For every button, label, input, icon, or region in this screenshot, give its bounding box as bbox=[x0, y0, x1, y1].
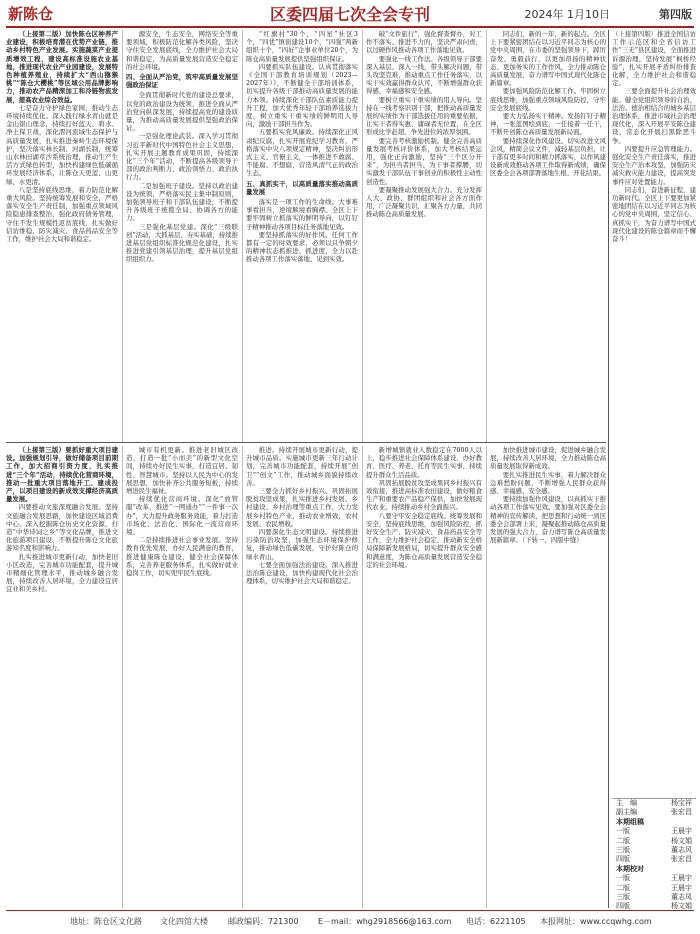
paragraph: 要持续加强作风建设，以真抓实干推动各项工作落实见效。要加强对区委全会精神的宣传解读，把思想和行动统一到区委全会部署上来，凝聚起推动陈仓高质量发展的强大合力，奋力谱写陈仓高质量发展新篇章。（下转一、四版中缝） bbox=[490, 495, 606, 545]
staff-row: 四版 杨文娟 bbox=[616, 902, 692, 911]
paragraph: 三是强化基层党建。深化“三级联创”活动，大抓基层、夯实基础，持续推进基层党组织标准化规范化建设，扎实推进党建引领基层治理，提升基层党组织组织力。 bbox=[126, 222, 238, 264]
paragraph: 全面贯彻新时代党的建设总要求，以党的政治建设为统领，推进全面从严治党向纵深发展，持续提高党的建设质量，为推动高质量发展提供坚强政治保证。 bbox=[126, 91, 238, 133]
column-divider bbox=[486, 446, 487, 908]
footer-phone: 电话：6221105 bbox=[466, 917, 526, 926]
right-column-text bbox=[612, 30, 696, 790]
page-title: 区委四届七次全会专刊 bbox=[269, 5, 430, 24]
column-divider bbox=[122, 446, 123, 908]
paragraph: 要完善考核激励机制。健全完善高质量发展考核评价体系，加大考核结果运用，强化正向激励，坚持“三个区分开来”，为担当者担当、为干事者撑腰，切实激发干部队伍干事创业的积极性主动性创造性。 bbox=[366, 136, 482, 186]
top-column-3 bbox=[246, 30, 358, 442]
paragraph: 持续优化营商环境。深化“放管服”改革，推进“一网通办”“一件事一次办”，大力提升政务服务效能，着力打造市场化、法治化、国际化一流营商环境。 bbox=[126, 495, 238, 537]
paragraph: 落实是一项工作的生命线。大事难事看担当，逆境顺境看胸襟。全区上下要牢固树立抓落实的鲜明导向，以钉钉子精神推动各项目标任务落地见效。 bbox=[246, 198, 358, 231]
section-heading: 四、全面从严治党，筑牢高质量发展坚强政治保证 bbox=[126, 73, 238, 90]
footer-email: E－mail：whg2918566@163.com bbox=[318, 917, 452, 926]
paragraph: 要凝聚推动发展强大合力。充分发挥人大、政协、群团组织和社会各方面作用，广泛凝聚共识，汇聚各方力量，共同推动陈仓高质量发展。 bbox=[366, 185, 482, 219]
newspaper-name: 新陈仓 bbox=[8, 5, 54, 23]
staff-row: 三版 董志凤 bbox=[616, 893, 692, 902]
paragraph: 四要深化生态文明建设。持续推进污染防治攻坚，加强生态环境保护修复，推动绿色低碳发展，守护好陈仓的绿水青山。 bbox=[246, 528, 358, 561]
paragraph: 源安全，生态安全，网络安全等重要领域，积极防范化解各类风险，坚决守住安全发展底线，全力维护社会大局和谐稳定，为高质量发展营造安全稳定的社会环境。 bbox=[126, 30, 238, 71]
footer bbox=[0, 914, 700, 932]
bottom-column-1 bbox=[6, 446, 118, 908]
paragraph: 要扎实推进民生实事，着力解决群众急难愁盼问题，不断增强人民群众获得感、幸福感、安全感。 bbox=[490, 470, 606, 496]
bottom-column-4 bbox=[366, 446, 482, 908]
column-divider bbox=[122, 30, 123, 442]
staff-row: 四版 张宏昌 bbox=[616, 855, 692, 864]
paragraph: 要树立重实干重实绩的用人导向。坚持在一线考察识别干部，把推动高质量发展的实绩作为干部选拔任用的重要依据，让实干者得实惠、庸碌者无位置，在全区形成比学赶超、争先进位的浓厚氛围。 bbox=[366, 95, 482, 137]
staff-row: 主 编 杨宝祥 bbox=[616, 799, 692, 807]
paragraph: 七要全面加强法治建设。深入推进法治陈仓建设，加快构建现代化社会治理体系，切实维护社会大局和谐稳定。 bbox=[246, 560, 358, 586]
page-number: 第四版 bbox=[659, 8, 692, 21]
paragraph: 三要全力抓好乡村振兴。巩固拓展脱贫攻坚成果，扎实推进乡村发展、乡村建设、乡村治理等重点工作，大力发展乡村特色产业，推动农业增效、农村发展、农民增收。 bbox=[246, 487, 358, 528]
top-article-region bbox=[6, 30, 606, 442]
staff-row: 二版 杨文娟 bbox=[616, 836, 692, 845]
paragraph: 破“文件旅行”，强化督查督办，对工作不落实、推进不力的，坚决严肃问责，以过硬作风推动各项工作落地见效。 bbox=[366, 30, 482, 55]
paragraph: 二是加强班子建设。坚持以政治建设为统领，严格落实民主集中制原则，加强领导班子和干部队伍建设，不断提升各级班子统揽全局、协调各方的能力。 bbox=[126, 181, 238, 223]
footer-divider bbox=[6, 910, 694, 911]
bottom-column-3 bbox=[246, 446, 358, 908]
right-column bbox=[612, 30, 696, 911]
column-divider bbox=[242, 446, 243, 908]
right-column-divider bbox=[608, 30, 609, 908]
paragraph: 四要抓实队伍建设。认真贯彻落实《全国干部教育培训规划（2023—2027年）》，不断健全干部培训体系，切实提升各级干部推动高质量发展的能力本领。持续深化干部队伍素质能力提升工程，加大优秀年轻干部培养选拔力度，树立重实干重实绩的鲜明用人导向，激励干部担当作为。 bbox=[246, 62, 358, 129]
paragraph: 要加强风险防范化解工作。牢固树立底线思维，加强重点领域风险防控，守牢安全发展底线。 bbox=[490, 87, 606, 112]
paragraph: 四要推动文旅深度融合发展。坚持文旅融合发展思路，加快建设区域消费中心。深入挖掘陈仓历史文化资源，打造“中华诗词之乡”等文化品牌，推进文化旅游项目建设，不断提升陈仓文化旅游知名度和影响力。 bbox=[6, 503, 118, 553]
column-divider bbox=[362, 30, 363, 442]
paragraph: 三要全面提升社会治理效能。健全党组织领导的自治、法治、德治相结合的城乡基层治理体系，推进市域社会治理现代化，深入开展平安陈仓建设，常态化开展扫黑除恶斗争。 bbox=[612, 87, 696, 145]
paragraph: 一是强化理论武装。深入学习贯彻习近平新时代中国特色社会主义思想，扎实开展主题教育成果巩固，持续深化“三个年”活动，不断提高各级领导干部的政治判断力、政治领悟力、政治执行力。 bbox=[126, 132, 238, 182]
column-divider bbox=[362, 446, 363, 908]
bottom-column-2 bbox=[126, 446, 238, 908]
staff-heading: 本期组稿 bbox=[616, 817, 644, 826]
paragraph: 要持续深化作风建设。切实改进文风会风，精简会议文件，减轻基层负担，让干部有更多时间和精力抓落实，以作风建设新成效推动各项工作取得新成绩，确保区委全会各项部署落地生根、开花结果。 bbox=[490, 136, 606, 178]
footer-website: 本报网址：www.ccqwhg.com bbox=[540, 917, 652, 926]
footer-address: 地址：陈仓区文化路 bbox=[70, 917, 142, 926]
section-heading: 五、真抓实干，以高质量落实推动高质量发展 bbox=[246, 179, 358, 196]
staff-row: 一版 王晨宇 bbox=[616, 874, 692, 883]
paragraph: 四要提升应急管理能力。强化安全生产责任落实，推进安全生产治本攻坚，加强防灾减灾救灾能力建设，提高突发事件应对处置能力。 bbox=[612, 144, 696, 186]
paragraph: “红旗村”30个，“四星”社区3个，“四优”镇街建设10个，“四强”两新组织十个，“四好”企事业单位20个，为陈仓高质量发展提供坚强组织保证。 bbox=[246, 30, 358, 63]
paragraph: 推进。持续开展城市更新行动，提升城市品质。实施城市更新三年行动计划，完善城市功能配套，持续开展“创卫”“创文”工作，推动城乡面貌持续改善。 bbox=[246, 446, 358, 487]
paragraph: 要强化一线工作法。各级领导干部要深入基层、深入一线，带头解决问题，带头攻坚克难，推动重点工作任务落实，以实干实效赢得群众认可，不断增强群众获得感、幸福感和安全感。 bbox=[366, 54, 482, 96]
staff-row: 副主编 张宏昌 bbox=[616, 808, 692, 817]
paragraph: （上接第四版）推进全国信访工作示范区和全省信访工作“三无”县区建设，全面推进诉源治理，坚持发展“枫桥经验”，扎实开展矛盾纠纷排查化解，全力维护社会和谐稳定。 bbox=[612, 30, 696, 88]
paragraph: 要坚持抓落实的好作风。任何工作都有一定的时效要求，必须以只争朝夕的精神状态抓推进、抓进度，全力以赴推动各项工作落实落地、见到实效。 bbox=[246, 230, 358, 264]
paragraph: 七是奋力守护绿色家园，推动生态环境持续优化。深入践行绿水青山就是金山银山理念，持续打好蓝天、碧水、净土保卫战，深化渭河流域生态保护与高质量发展，扎实推进秦岭生态环境保护，坚决落实林长制、河湖长制，统筹山水林田湖草沙系统治理，推动生产生活方式绿色转型，加快构建绿色低碳循环发展经济体系，让陈仓天更蓝、山更绿、水更清。 bbox=[6, 103, 118, 186]
bottom-column-5 bbox=[490, 446, 606, 908]
paragraph: 同志们，新的一年，新的起点。全区上下要紧密团结在以习近平同志为核心的党中央周围，在市委的坚强领导下，踔厉奋发、勇毅前行，以更加昂扬的精神状态、更加务实的工作作风，全力推动陈仓高质量发展，奋力谱写中国式现代化陈仓新篇章。 bbox=[490, 30, 606, 88]
paragraph: 五要抓实党风廉政。持续深化正风肃纪反腐，扎实开展党纪学习教育，严格落实中央八项规定精神，坚决纠治形式主义、官僚主义，一体推进不敢腐、不能腐、不想腐，营造风清气正的政治生态。 bbox=[246, 128, 358, 178]
paragraph: 扎实推进城市更新行动，加快老旧小区改造，完善城市功能配套，提升城市精细化管理水平，推动城乡融合发展，持续改善人居环境，全力建设宜居宜业和美乡村。 bbox=[6, 552, 118, 594]
footer-building: 文化四馆大楼 bbox=[160, 917, 208, 926]
section-divider bbox=[6, 442, 606, 443]
paragraph: 城市有机更新。推进老旧城区改造，打造一批“小而美”的新型文化空间，持续办好民生实事，打造宜居、韧性、智慧城市。坚持以人民为中心的发展思想，加快补齐公共服务短板，持续增进民生福祉。 bbox=[126, 446, 238, 496]
top-column-5 bbox=[490, 30, 606, 442]
column-divider bbox=[486, 30, 487, 442]
staff-row: 一版 王晨宇 bbox=[616, 827, 692, 836]
masthead bbox=[0, 0, 700, 26]
bottom-article-region bbox=[6, 446, 606, 908]
top-column-1 bbox=[6, 30, 118, 442]
top-column-2 bbox=[126, 30, 238, 442]
top-column-4 bbox=[366, 30, 482, 442]
paragraph: 新增城镇就业人数稳定在7000人以上，稳步推进社会保障体系建设，办好教育、医疗、养老、托育等民生实事，持续提升群众生活品质。 bbox=[366, 446, 482, 479]
paragraph: （上接第二版）加快陈仓区种养产业建设，积极培育潜在优势产业链，推动乡村特色产业发展。实施蔬菜产业提质增效工程，建设高标准设施农业基地，推进现代农业产业园建设，发展特色种植养殖业，持续扩大“西山猕猴桃”“陈仓大樱桃”等区域公用品牌影响力，推动农产品精深加工和冷链物流发展，提高农业综合效益。 bbox=[6, 30, 118, 104]
footer-postcode: 邮政编码：721300 bbox=[228, 917, 299, 926]
paragraph: 八要守牢安全稳定底线。统筹发展和安全，坚持底线思维，加强风险防控，抓好安全生产、防灾减灾、食品药品安全等工作，全力维护社会稳定，推动新安全格局保障新发展格局，切实提升群众安全感和满意度，为陈仓高质量发展营造安全稳定的社会环境。 bbox=[366, 511, 482, 569]
issue-date: 2024年 1月10日 bbox=[524, 8, 610, 21]
staff-row: 三版 董志风 bbox=[616, 846, 692, 855]
paragraph: 八是坚持底线思维，着力防范化解重大风险。坚持统筹发展和安全，严格落实安全生产责任制，加强重点领域风险隐患排查整治，强化政府债务管理，守住不发生规模性返贫底线，扎实做好信访维稳、防灾减灾、食品药品安全等工作，维护社会大局和谐稳定。 bbox=[6, 185, 118, 244]
paragraph: 同志们，奋进新征程，建功新时代。全区上下要更加紧密地团结在以习近平同志为核心的党中央周围，坚定信心、真抓实干，为奋力谱写中国式现代化建设的陈仓篇章而不懈奋斗！ bbox=[612, 185, 696, 244]
paragraph: 要大力弘扬实干精神。发扬钉钉子精神，一张蓝图绘到底，一任接着一任干，不断开创陈仓高质量发展新局面。 bbox=[490, 112, 606, 137]
paragraph: 巩固拓展脱贫攻坚成果同乡村振兴有效衔接，推进高标准农田建设，做好粮食生产和重要农产品稳产保供，加快发展现代农业，持续推动乡村全面振兴。 bbox=[366, 478, 482, 512]
paragraph: （上接第三版）要抓好重大项目建设。加强规划引导，做好储备项目前期工作，加大招商引资力度，扎实推进“三个年”活动，持续优化营商环境，推动一批重大项目落地开工、建成投产，以项目建设的新成效支撑经济高质量发展。 bbox=[6, 446, 118, 504]
header-divider bbox=[6, 26, 694, 28]
column-divider bbox=[242, 30, 243, 442]
staff-credits bbox=[612, 798, 696, 909]
paragraph: 二是持续推进社会事业发展。坚持教育优先发展，办好人民满意的教育，推进健康陈仓建设，健全社会保障体系，完善养老服务体系，扎实做好就业稳岗工作，切实兜牢民生底线。 bbox=[126, 536, 238, 578]
paragraph: 加快推进城市建设，促进城乡融合发展，持续改善人居环境，全力推动陈仓高质量发展取得新成效。 bbox=[490, 446, 606, 471]
staff-heading: 本期校对 bbox=[616, 864, 644, 873]
staff-row: 二版 王晨宇 bbox=[616, 883, 692, 892]
